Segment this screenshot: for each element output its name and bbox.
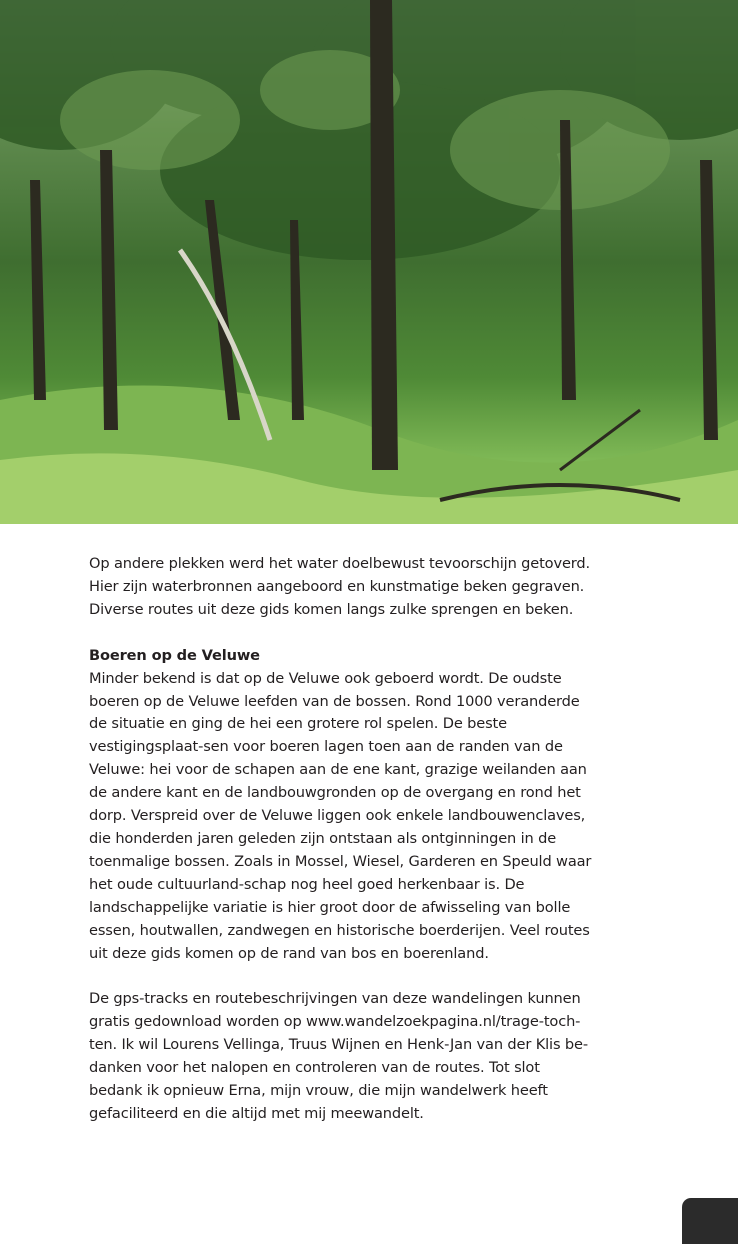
paragraph-water: Op andere plekken werd het water doelbewust tevoorschijn getoverd. Hier zijn waterbronnen aangeboord en kunstmatige beken gegraven. Diverse routes uit deze gids komen langs zulke sprengen en beken. [89, 555, 590, 618]
paragraph-acknowledgements: De gps-tracks en routebeschrijvingen van deze wandelingen kunnen gratis gedownload worden op www.wandelzoekpagina.nl/trage-toch-ten. Ik wil Lourens Vellinga, Truus Wijnen en Henk-Jan van der Klis be-danken voor het nalopen en controleren van de routes. Tot slot bedank ik opnieuw Erna, mijn vrouw, die mijn wandelwerk heeft gefaciliteerd en die altijd met mij meewandelt. [89, 990, 588, 1122]
paragraph-farmers: Minder bekend is dat op de Veluwe ook geboerd wordt. De oudste boeren op de Veluwe leefden van de bossen. Rond 1000 veranderde de situatie en ging de hei een grotere rol spelen. De beste vestigingsplaat-sen voor boeren lagen toen aan de randen van de Veluwe: hei voor de schapen aan de ene kant, grazige weilanden aan de andere kant en de landbouwgronden op de overgang en rond het dorp. Verspreid over de Veluwe liggen ook enkele landbouwenclaves, die honderden jaren geleden zijn ontstaan als ontginningen in de toenmalige bossen. Zoals in Mossel, Wiesel, Garderen en Speuld waar het oude cultuurland-schap nog heel goed herkenbaar is. De landschappelijke variatie is hier groot door de afwisseling van bolle essen, houtwallen, zandwegen en historische boerderijen. Veel routes uit deze gids komen op de rand van bos en boerenland. [89, 669, 592, 962]
forest-illustration [0, 0, 738, 524]
page-corner-tab [682, 1198, 738, 1244]
body-text [89, 553, 594, 1126]
section-heading: Boeren op de Veluwe [89, 646, 260, 664]
forest-photo [0, 0, 738, 524]
